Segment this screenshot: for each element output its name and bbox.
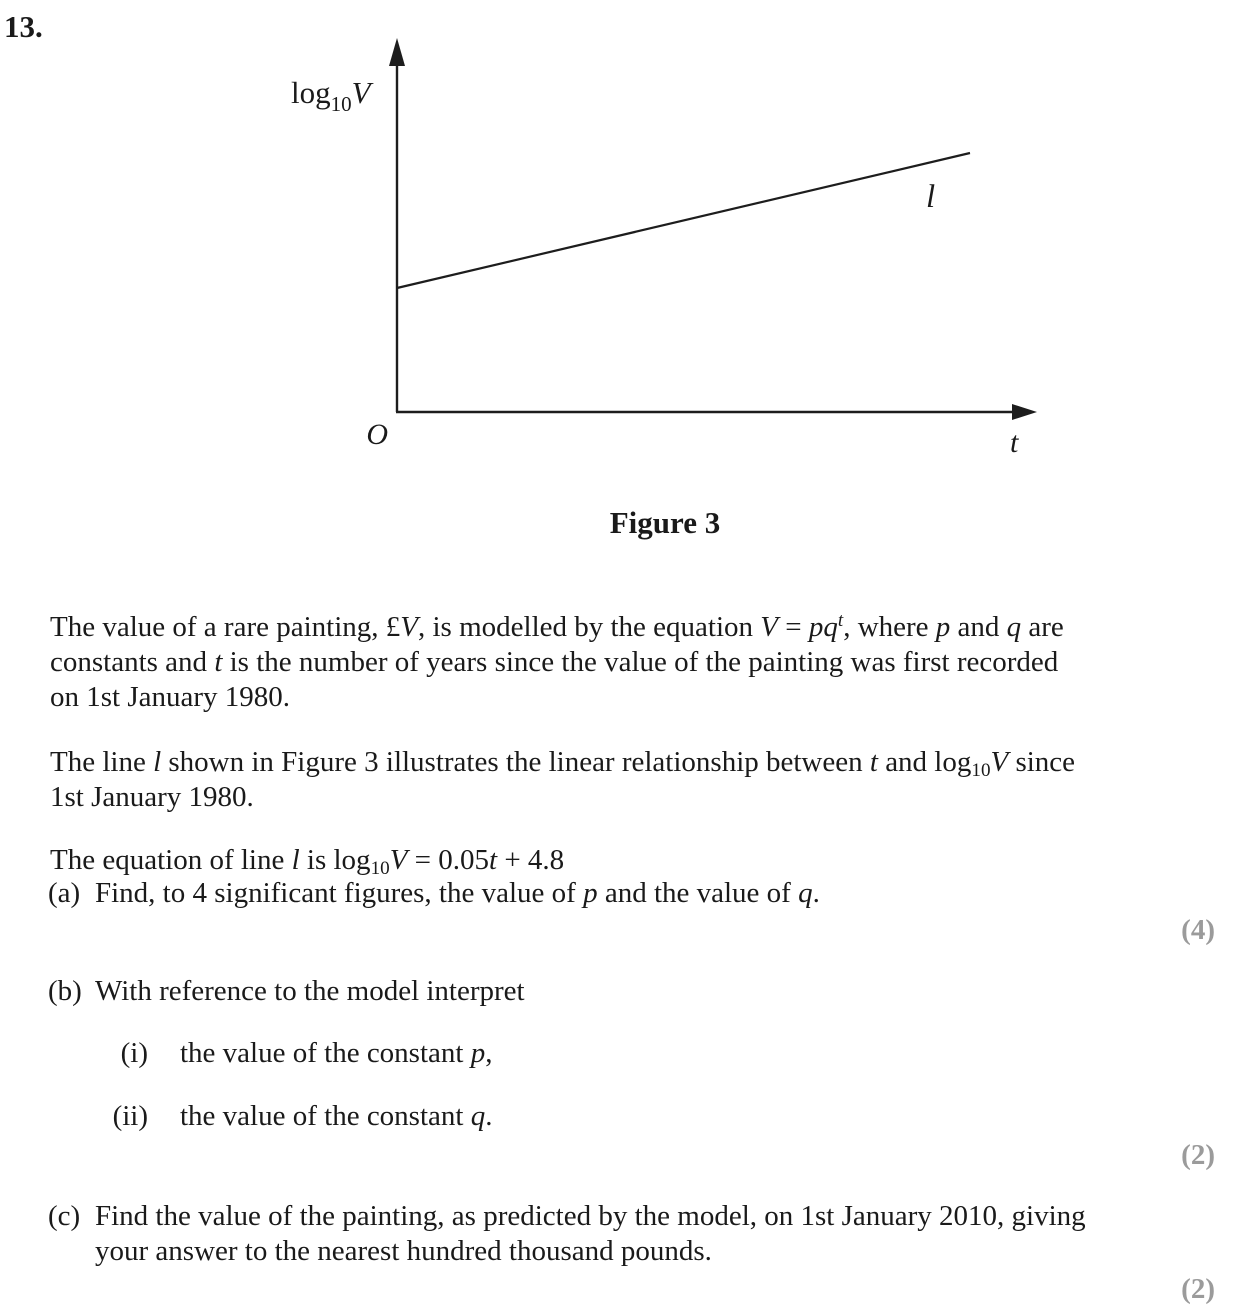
- part-b-ii-item: [0, 1099, 1198, 1134]
- line-l-label: l: [926, 179, 936, 215]
- paragraph-line-equation: The equation of line l is log10V = 0.05t + 4.8: [50, 844, 565, 880]
- y-axis-arrow-icon: [389, 38, 405, 66]
- part-b-i-text: the value of the constant p,: [180, 1037, 493, 1069]
- x-axis-label: t: [1010, 426, 1019, 459]
- part-b-item: [48, 974, 1198, 1009]
- paragraph-painting-model: The value of a rare painting, £V, is modelled by the equation $V = pq^t$, where p and q are constants and t is the number of years since the value of the painting was first recorded on 1st January 1980.: [50, 610, 1064, 713]
- figure-caption: Figure 3: [609, 505, 721, 540]
- x-axis-arrow-icon: [1012, 404, 1037, 420]
- part-a-item: [48, 876, 1198, 911]
- part-b-i-item: [0, 1036, 1198, 1071]
- part-a-marks-badge: (4): [1181, 914, 1215, 946]
- y-axis-label: $\log_{10}V$: [291, 75, 371, 116]
- paragraph-line-description: The line l shown in Figure 3 illustrates the linear relationship between t and log10V since 1st January 1980.: [50, 746, 1076, 813]
- part-b-ii-label: (ii): [112, 1100, 148, 1132]
- part-c-marks-badge: (2): [1181, 1273, 1215, 1305]
- part-c-text: Find the value of the painting, as predicted by the model, on 1st January 2010, giving your answer to the nearest hundred thousand pounds.: [95, 1200, 1086, 1267]
- part-c-label: (c): [48, 1200, 81, 1232]
- part-a-text: Find, to 4 significant figures, the value of p and the value of q.: [95, 877, 820, 909]
- part-a-label: (a): [48, 877, 81, 909]
- part-b-i-label: (i): [120, 1037, 148, 1069]
- line-l: [397, 153, 970, 288]
- part-b-ii-text: the value of the constant q.: [180, 1100, 493, 1132]
- part-b-label: (b): [48, 975, 82, 1007]
- part-b-text: With reference to the model interpret: [95, 975, 525, 1007]
- part-c-item: [48, 1199, 1198, 1269]
- origin-label: O: [366, 418, 388, 451]
- question-number: 13.: [4, 9, 43, 44]
- figure-3-graph: [0, 0, 1238, 470]
- part-b-marks-badge: (2): [1181, 1139, 1215, 1171]
